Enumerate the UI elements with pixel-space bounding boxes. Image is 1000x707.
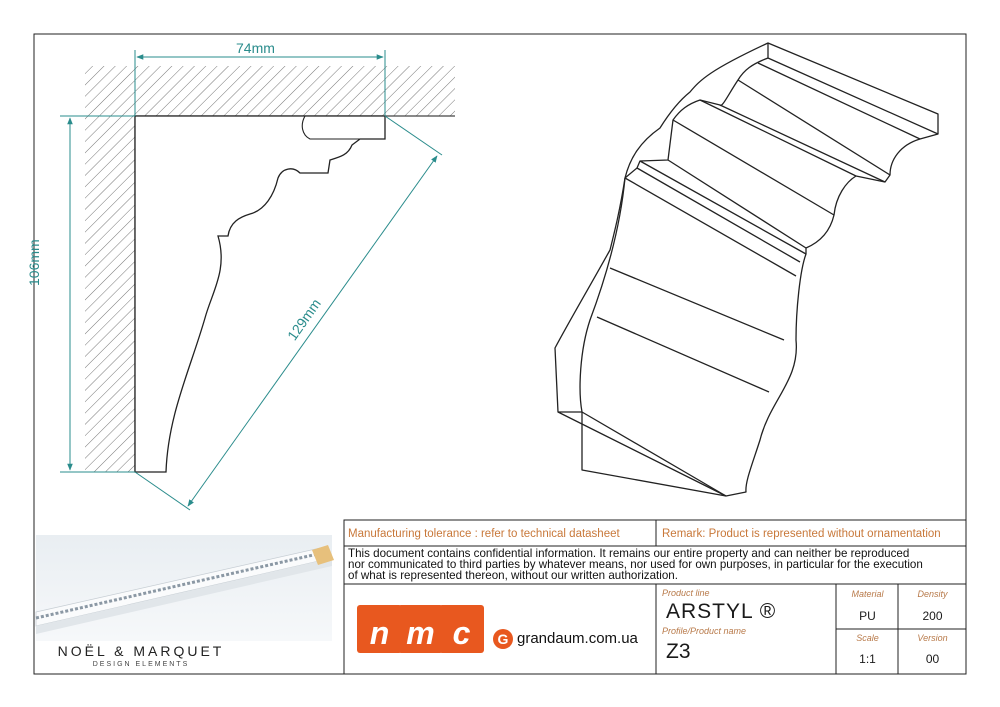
remark-note: Remark: Product is represented without ornamentation xyxy=(662,528,941,540)
confidential-line: nor communicated to third parties by whatever means, nor used for own purposes, in particular for the execution xyxy=(348,558,923,571)
scale-label: Scale xyxy=(856,633,879,643)
confidential-line: of what is represented thereon, without our written authorization. xyxy=(348,569,678,582)
width-dimension-label: 74mm xyxy=(236,40,275,56)
isometric-view xyxy=(555,43,938,496)
profile-value: Z3 xyxy=(666,640,691,663)
diagonal-dimension-label: 129mm xyxy=(284,295,324,344)
brand-name: NOËL & MARQUET xyxy=(57,643,225,659)
product-line-value: ARSTYL ® xyxy=(666,600,777,623)
brand-tagline: DESIGN ELEMENTS xyxy=(92,661,190,668)
profile-label: Profile/Product name xyxy=(662,626,747,636)
tolerance-note: Manufacturing tolerance : refer to technical datasheet xyxy=(348,528,620,540)
material-label: Material xyxy=(851,589,884,599)
scale-value: 1:1 xyxy=(859,652,876,666)
density-label: Density xyxy=(917,589,948,599)
product-photo xyxy=(36,535,334,641)
height-dimension-label: 106mm xyxy=(26,239,42,286)
product-line-label: Product line xyxy=(662,588,710,598)
nmc-logo-c: c xyxy=(439,605,484,653)
nmc-logo-n: n xyxy=(357,605,402,653)
grandaum-g-icon: G xyxy=(493,629,513,649)
version-value: 00 xyxy=(925,652,940,666)
profile-section xyxy=(135,116,385,472)
confidential-line: This document contains confidential information. It remains our entire property and can neither be reproduced xyxy=(348,547,910,560)
material-value: PU xyxy=(859,609,876,623)
nmc-logo-m: m xyxy=(398,605,443,653)
confidential-notice xyxy=(348,548,963,581)
version-label: Version xyxy=(917,633,948,643)
website-link[interactable]: grandaum.com.ua xyxy=(517,630,638,647)
density-value: 200 xyxy=(922,609,943,623)
